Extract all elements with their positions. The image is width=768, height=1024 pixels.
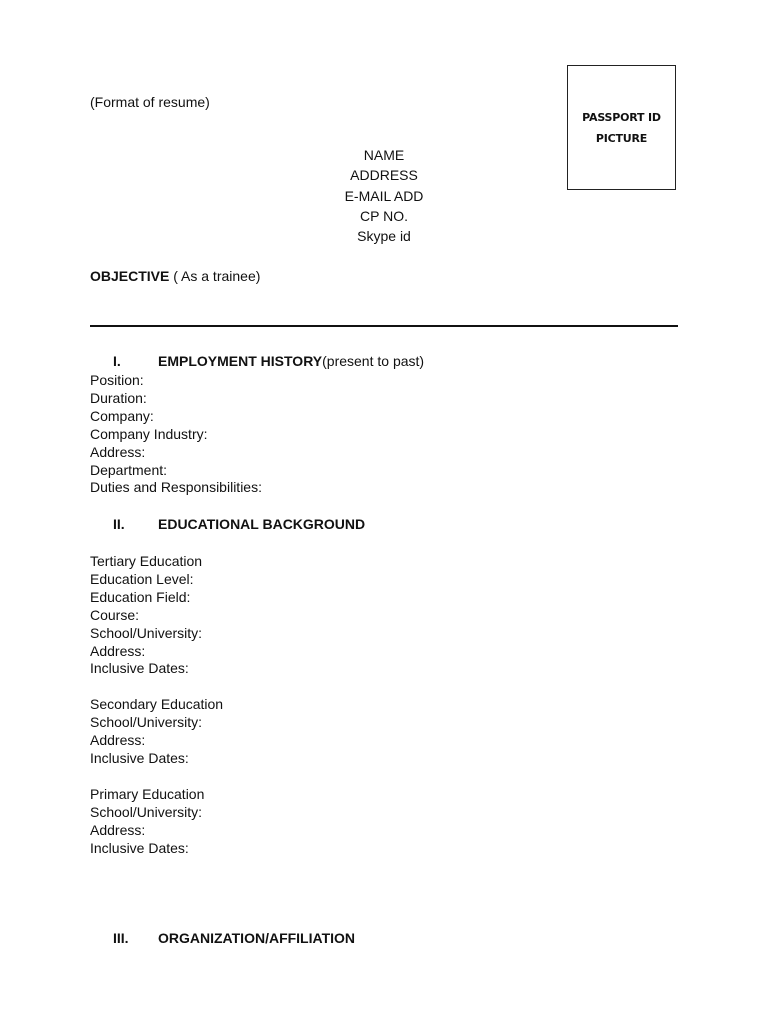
primary-field-label: Primary Education [90,786,205,802]
education-section-title: EDUCATIONAL BACKGROUND [158,516,366,532]
photo-box-label-line1: PASSPORT ID [582,110,661,124]
secondary-education-fields [90,696,223,768]
organization-section-title: ORGANIZATION/AFFILIATION [158,930,356,946]
employment-title-text: EMPLOYMENT HISTORY [158,353,323,369]
employment-subtitle: (present to past) [322,353,425,369]
passport-photo-placeholder [567,65,676,190]
skype-placeholder: Skype id [357,228,411,245]
format-note: (Format of resume) [90,94,210,110]
secondary-field-label: Address: [90,731,146,748]
objective-note: ( As a trainee) [169,268,261,284]
section-divider [90,325,678,327]
tertiary-field-label: Education Level: [90,570,194,587]
employment-field-label: Company Industry: [90,425,208,442]
objective-line [90,267,260,285]
cp-number-placeholder: CP NO. [360,207,408,224]
employment-field-label: Position: [90,372,144,388]
secondary-field-label: School/University: [90,713,203,730]
primary-field-label: School/University: [90,803,203,820]
tertiary-field-label: School/University: [90,624,203,641]
employment-field-label: Company: [90,407,154,424]
objective-label: OBJECTIVE [90,268,170,284]
primary-field-label: Address: [90,821,146,838]
employment-field-label: Duties and Responsibilities: [90,479,262,496]
secondary-field-label: Secondary Education [90,696,224,712]
employment-fields [90,372,262,497]
organization-section-number: III. [113,930,129,946]
tertiary-education-fields [90,553,202,678]
tertiary-field-label: Education Field: [90,588,191,605]
employment-section-title [158,352,424,370]
name-placeholder: NAME [363,147,405,163]
employment-field-label: Duration: [90,389,147,406]
address-placeholder: ADDRESS [350,167,418,184]
tertiary-field-label: Inclusive Dates: [90,660,189,677]
tertiary-field-label: Tertiary Education [90,553,203,569]
secondary-field-label: Inclusive Dates: [90,749,189,766]
primary-education-fields [90,786,204,858]
employment-field-label: Address: [90,443,146,460]
photo-box-label-line2: PICTURE [595,131,648,145]
primary-field-label: Inclusive Dates: [90,839,189,856]
employment-section-number: I. [113,353,121,369]
tertiary-field-label: Address: [90,642,146,659]
employment-field-label: Department: [90,461,168,478]
tertiary-field-label: Course: [90,606,140,623]
email-placeholder: E-MAIL ADD [344,187,424,204]
education-section-number: II. [113,516,125,532]
contact-header [284,145,484,246]
